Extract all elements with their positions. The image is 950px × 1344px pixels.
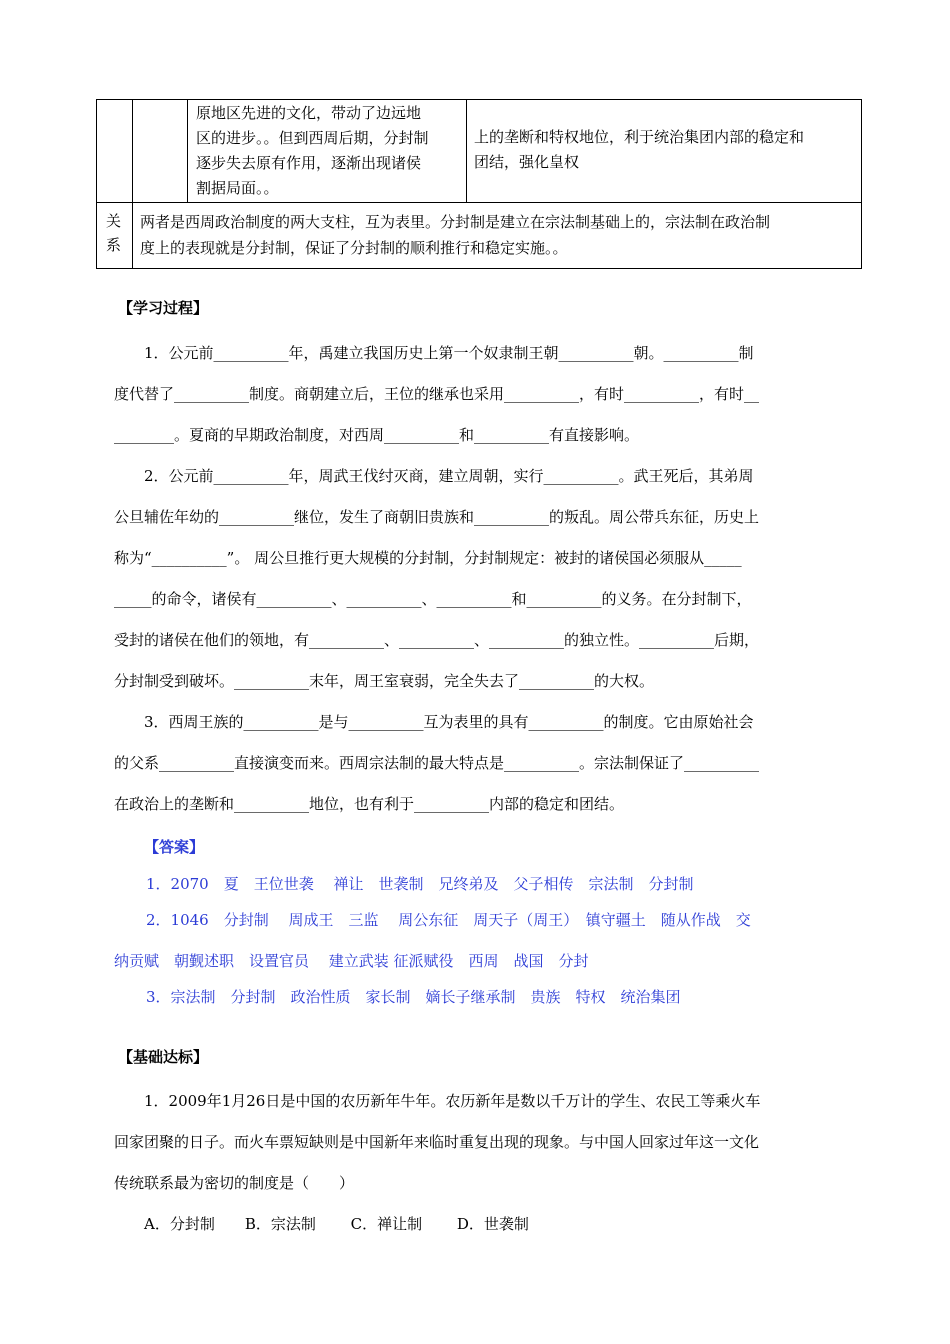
- cell-line: 原地区先进的文化，带动了边远地: [196, 104, 422, 122]
- text-line: 传统联系最为密切的制度是（ ）: [114, 1174, 355, 1192]
- basic-heading: 【基础达标】: [118, 1048, 209, 1066]
- relation-label: [106, 209, 121, 257]
- cell-line: 团结，强化皇权: [474, 153, 580, 171]
- answers-heading: 【答案】: [144, 838, 205, 856]
- table-col-divider-2: [187, 99, 188, 202]
- table-right-cell: [474, 125, 804, 175]
- table-border-bottom: [96, 268, 862, 269]
- answer-options: A．分封制 B．宗法制 C．禅让制 D．世袭制: [114, 1215, 529, 1233]
- answer-line-1: 1．2070 夏 王位世袭 禅让 世袭制 兄终弟及 父子相传 宗法制 分封制: [146, 875, 694, 893]
- cell-line: 度上的表现就是分封制，保证了分封制的顺利推行和稳定实施。。: [140, 239, 568, 257]
- comparison-table: [96, 99, 862, 269]
- answer-line-2: 2．1046 分封制 周成王 三监 周公东征 周天子（周王） 镇守疆土 随从作战 交: [146, 911, 751, 929]
- relation-content: [140, 209, 770, 261]
- text-line: 回家团聚的日子。而火车票短缺则是中国新年来临时重复出现的现象。与中国人回家过年这一文化: [114, 1133, 760, 1151]
- text-line: 的父系__________直接演变而来。西周宗法制的最大特点是__________。宗法制保证了__________: [114, 754, 760, 772]
- basic-section: [114, 1081, 760, 1245]
- process-section: [114, 333, 759, 825]
- process-heading: 【学习过程】: [118, 299, 209, 317]
- text-line: 公旦辅佐年幼的__________继位，发生了商朝旧贵族和__________的叛乱。周公带兵东征，历史上: [114, 508, 760, 526]
- cell-line: 割据局面。。: [196, 179, 279, 197]
- table-border-left: [96, 99, 97, 269]
- table-col-divider-3: [466, 99, 467, 202]
- label-char: 关: [106, 212, 122, 230]
- text-line: 在政治上的垄断和__________地位，也有利于__________内部的稳定和团结。: [114, 795, 625, 813]
- text-line: 1．公元前__________年，禹建立我国历史上第一个奴隶制王朝__________朝。__________制: [114, 344, 754, 362]
- text-line: 受封的诸侯在他们的领地，有__________、__________、__________的独立性。__________后期，: [114, 631, 760, 649]
- table-row-divider: [96, 202, 862, 203]
- text-line: ________。夏商的早期政治制度，对西周__________和__________有直接影响。: [114, 426, 640, 444]
- cell-line: 逐步失去原有作用，逐渐出现诸侯: [196, 154, 422, 172]
- text-line: 1．2009年1月26日是中国的农历新年牛年。农历新年是数以千万计的学生、农民工等乘火车: [114, 1092, 761, 1110]
- cell-line: 区的进步。。但到西周后期，分封制: [196, 129, 429, 147]
- cell-line: 两者是西周政治制度的两大支柱，互为表里。分封制是建立在宗法制基础上的，宗法制在政治制: [140, 213, 771, 231]
- cell-line: 上的垄断和特权地位，利于统治集团内部的稳定和: [474, 128, 805, 146]
- text-line: 3．西周王族的__________是与__________互为表里的具有__________的制度。它由原始社会: [114, 713, 754, 731]
- table-middle-cell: [196, 101, 429, 201]
- table-border-right: [861, 99, 862, 269]
- answer-line-3: 纳贡赋 朝觐述职 设置官员 建立武装 征派赋役 西周 战国 分封: [114, 952, 589, 970]
- text-line: 分封制受到破坏。__________末年，周王室衰弱，完全失去了__________的大权。: [114, 672, 655, 690]
- text-line: _____的命令，诸侯有__________、__________、__________和__________的义务。在分封制下，: [114, 590, 752, 608]
- text-line: 度代替了__________制度。商朝建立后，王位的继承也采用__________，有时__________，有时__: [114, 385, 760, 403]
- label-char: 系: [106, 236, 122, 254]
- text-line: 称为“__________”。 周公旦推行更大规模的分封制，分封制规定：被封的诸侯国必须服从_____: [114, 549, 742, 567]
- table-border-top: [96, 99, 862, 100]
- table-col-divider-1: [132, 99, 133, 269]
- text-line: 2．公元前__________年，周武王伐纣灭商，建立周朝，实行__________。武王死后，其弟周: [114, 467, 754, 485]
- answer-line-4: 3．宗法制 分封制 政治性质 家长制 嫡长子继承制 贵族 特权 统治集团: [146, 988, 681, 1006]
